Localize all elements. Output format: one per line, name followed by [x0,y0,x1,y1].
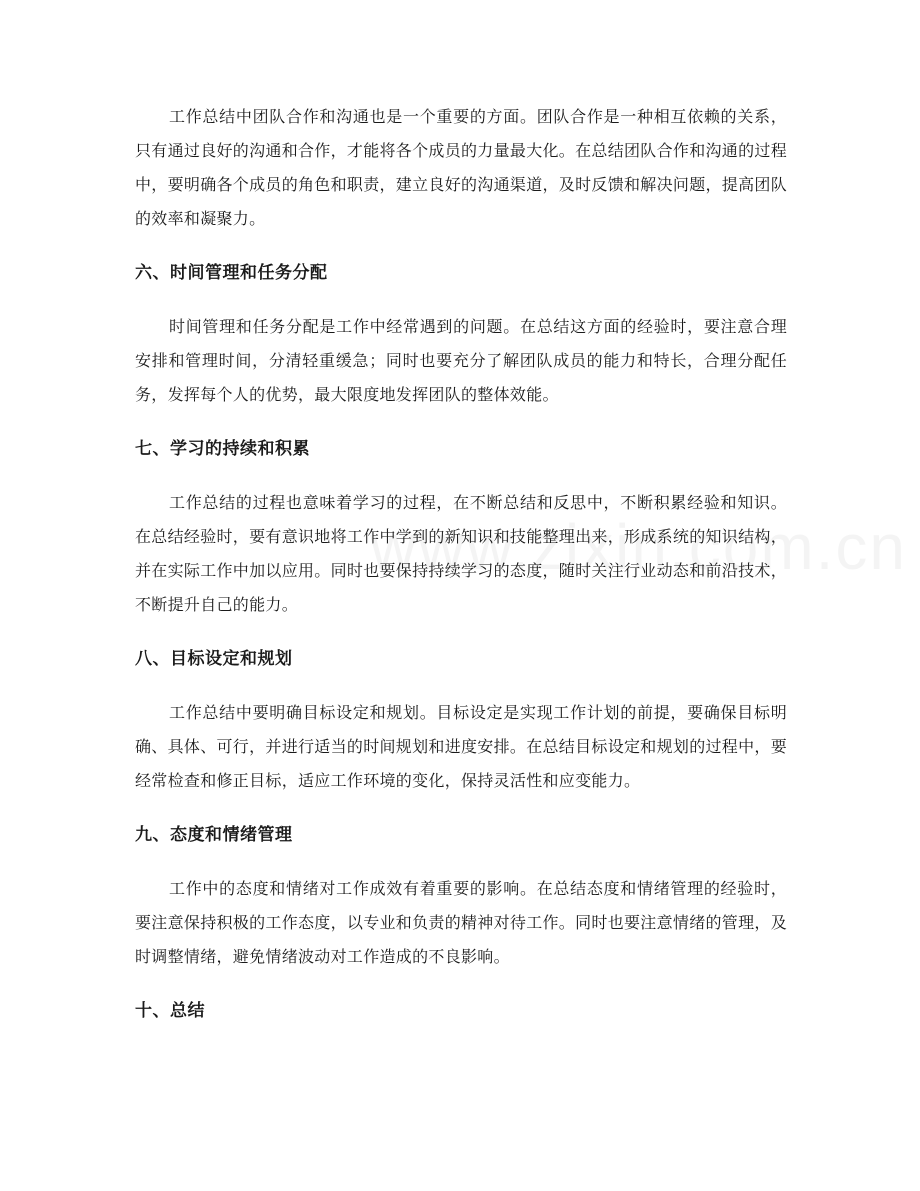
heading-summary: 十、总结 [135,1001,205,1021]
document-body [135,100,787,1028]
paragraph-learning: 工作总结的过程也意味着学习的过程，在不断总结和反思中，不断积累经验和知识。在总结经验时，要有意识地将工作中学到的新知识和技能整理出来，形成系统的知识结构，并在实际工作中加以应用。同时也要保持持续学习的态度，随时关注行业动态和前沿技术，不断提升自己的能力。 [135,493,788,614]
heading-attitude: 九、态度和情绪管理 [135,825,293,845]
paragraph-time-management: 时间管理和任务分配是工作中经常遇到的问题。在总结这方面的经验时，要注意合理安排和管理时间，分清轻重缓急；同时也要充分了解团队成员的能力和特长，合理分配任务，发挥每个人的优势，最大限度地发挥团队的整体效能。 [135,317,787,404]
paragraph-teamwork: 工作总结中团队合作和沟通也是一个重要的方面。团队合作是一种相互依赖的关系，只有通过良好的沟通和合作，才能将各个成员的力量最大化。在总结团队合作和沟通的过程中，要明确各个成员的角色和职责，建立良好的沟通渠道，及时反馈和解决问题，提高团队的效率和凝聚力。 [135,107,788,228]
paragraph-attitude: 工作中的态度和情绪对工作成效有着重要的影响。在总结态度和情绪管理的经验时，要注意保持积极的工作态度，以专业和负责的精神对待工作。同时也要注意情绪的管理，及时调整情绪，避免情绪波动对工作造成的不良影响。 [135,879,788,966]
paragraph-goal-setting: 工作总结中要明确目标设定和规划。目标设定是实现工作计划的前提，要确保目标明确、具体、可行，并进行适当的时间规划和进度安排。在总结目标设定和规划的过程中，要经常检查和修正目标，适应工作环境的变化，保持灵活性和应变能力。 [135,703,788,790]
heading-learning: 七、学习的持续和积累 [135,439,310,459]
heading-goal-setting: 八、目标设定和规划 [135,649,293,669]
heading-time-management: 六、时间管理和任务分配 [135,263,328,283]
